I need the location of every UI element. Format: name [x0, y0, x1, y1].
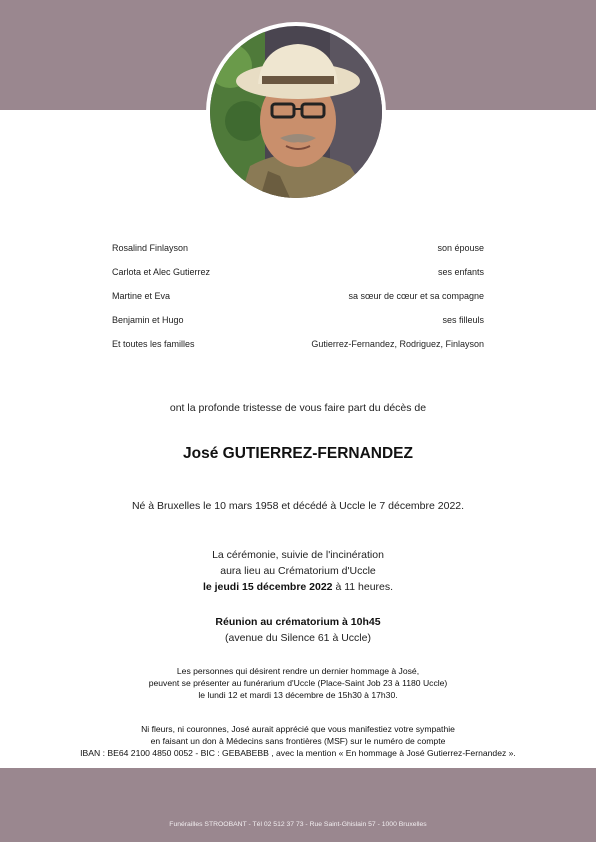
visitation-line: le lundi 12 et mardi 13 décembre de 15h30 à 17h30. — [198, 690, 398, 700]
announcement-intro: ont la profonde tristesse de vous faire part du décès de — [169, 402, 427, 414]
ceremony-time: à 11 heures. — [332, 581, 394, 593]
family-row — [112, 339, 484, 363]
family-name: Benjamin et Hugo — [112, 315, 184, 325]
funeral-home-footer: Funérailles STROOBANT - Tél 02 512 37 73 - Rue Saint-Ghislain 57 - 1000 Bruxelles — [169, 821, 427, 828]
ceremony-line-1: La cérémonie, suivie de l'incinération — [212, 549, 384, 561]
family-relation: son épouse — [437, 243, 484, 253]
family-relation: sa sœur de cœur et sa compagne — [348, 291, 484, 301]
family-name: Carlota et Alec Gutierrez — [112, 267, 211, 277]
donation-info — [0, 723, 596, 759]
birth-death-dates: Né à Bruxelles le 10 mars 1958 et décédé à Uccle le 7 décembre 2022. — [131, 500, 465, 512]
deceased-name: José GUTIERREZ-FERNANDEZ — [183, 445, 413, 462]
family-row — [112, 267, 484, 291]
portrait-photo — [206, 22, 386, 202]
family-relation: Gutierrez-Fernandez, Rodriguez, Finlayson — [311, 339, 484, 349]
family-list — [112, 243, 484, 363]
donation-line: Ni fleurs, ni couronnes, José aurait apprécié que vous manifestiez votre sympathie — [141, 724, 455, 734]
visitation-line: peuvent se présenter au funérarium d'Uccle (Place-Saint Job 23 à 1180 Uccle) — [148, 678, 448, 688]
ceremony-info — [0, 547, 596, 595]
visitation-line: Les personnes qui désirent rendre un dernier hommage à José, — [176, 666, 420, 676]
reunion-info — [0, 614, 596, 646]
family-relation: ses filleuls — [442, 315, 484, 325]
donation-line: IBAN : BE64 2100 4850 0052 - BIC : GEBABEBB , avec la mention « En hommage à José Gutierrez-Fernandez ». — [80, 748, 516, 758]
visitation-info — [0, 665, 596, 701]
reunion-address: (avenue du Silence 61 à Uccle) — [225, 632, 371, 644]
reunion-title: Réunion au crématorium à 10h45 — [215, 616, 381, 628]
family-row — [112, 315, 484, 339]
family-row — [112, 291, 484, 315]
family-name: Rosalind Finlayson — [112, 243, 189, 253]
family-row — [112, 243, 484, 267]
ceremony-datetime — [0, 579, 596, 595]
family-name: Et toutes les familles — [112, 339, 195, 349]
portrait-image — [210, 26, 382, 198]
donation-line: en faisant un don à Médecins sans frontières (MSF) sur le numéro de compte — [150, 736, 446, 746]
family-relation: ses enfants — [437, 267, 484, 277]
footer-band — [0, 768, 596, 842]
family-name: Martine et Eva — [112, 291, 171, 301]
ceremony-line-2: aura lieu au Crématorium d'Uccle — [220, 565, 376, 577]
ceremony-date: le jeudi 15 décembre 2022 — [202, 581, 333, 593]
